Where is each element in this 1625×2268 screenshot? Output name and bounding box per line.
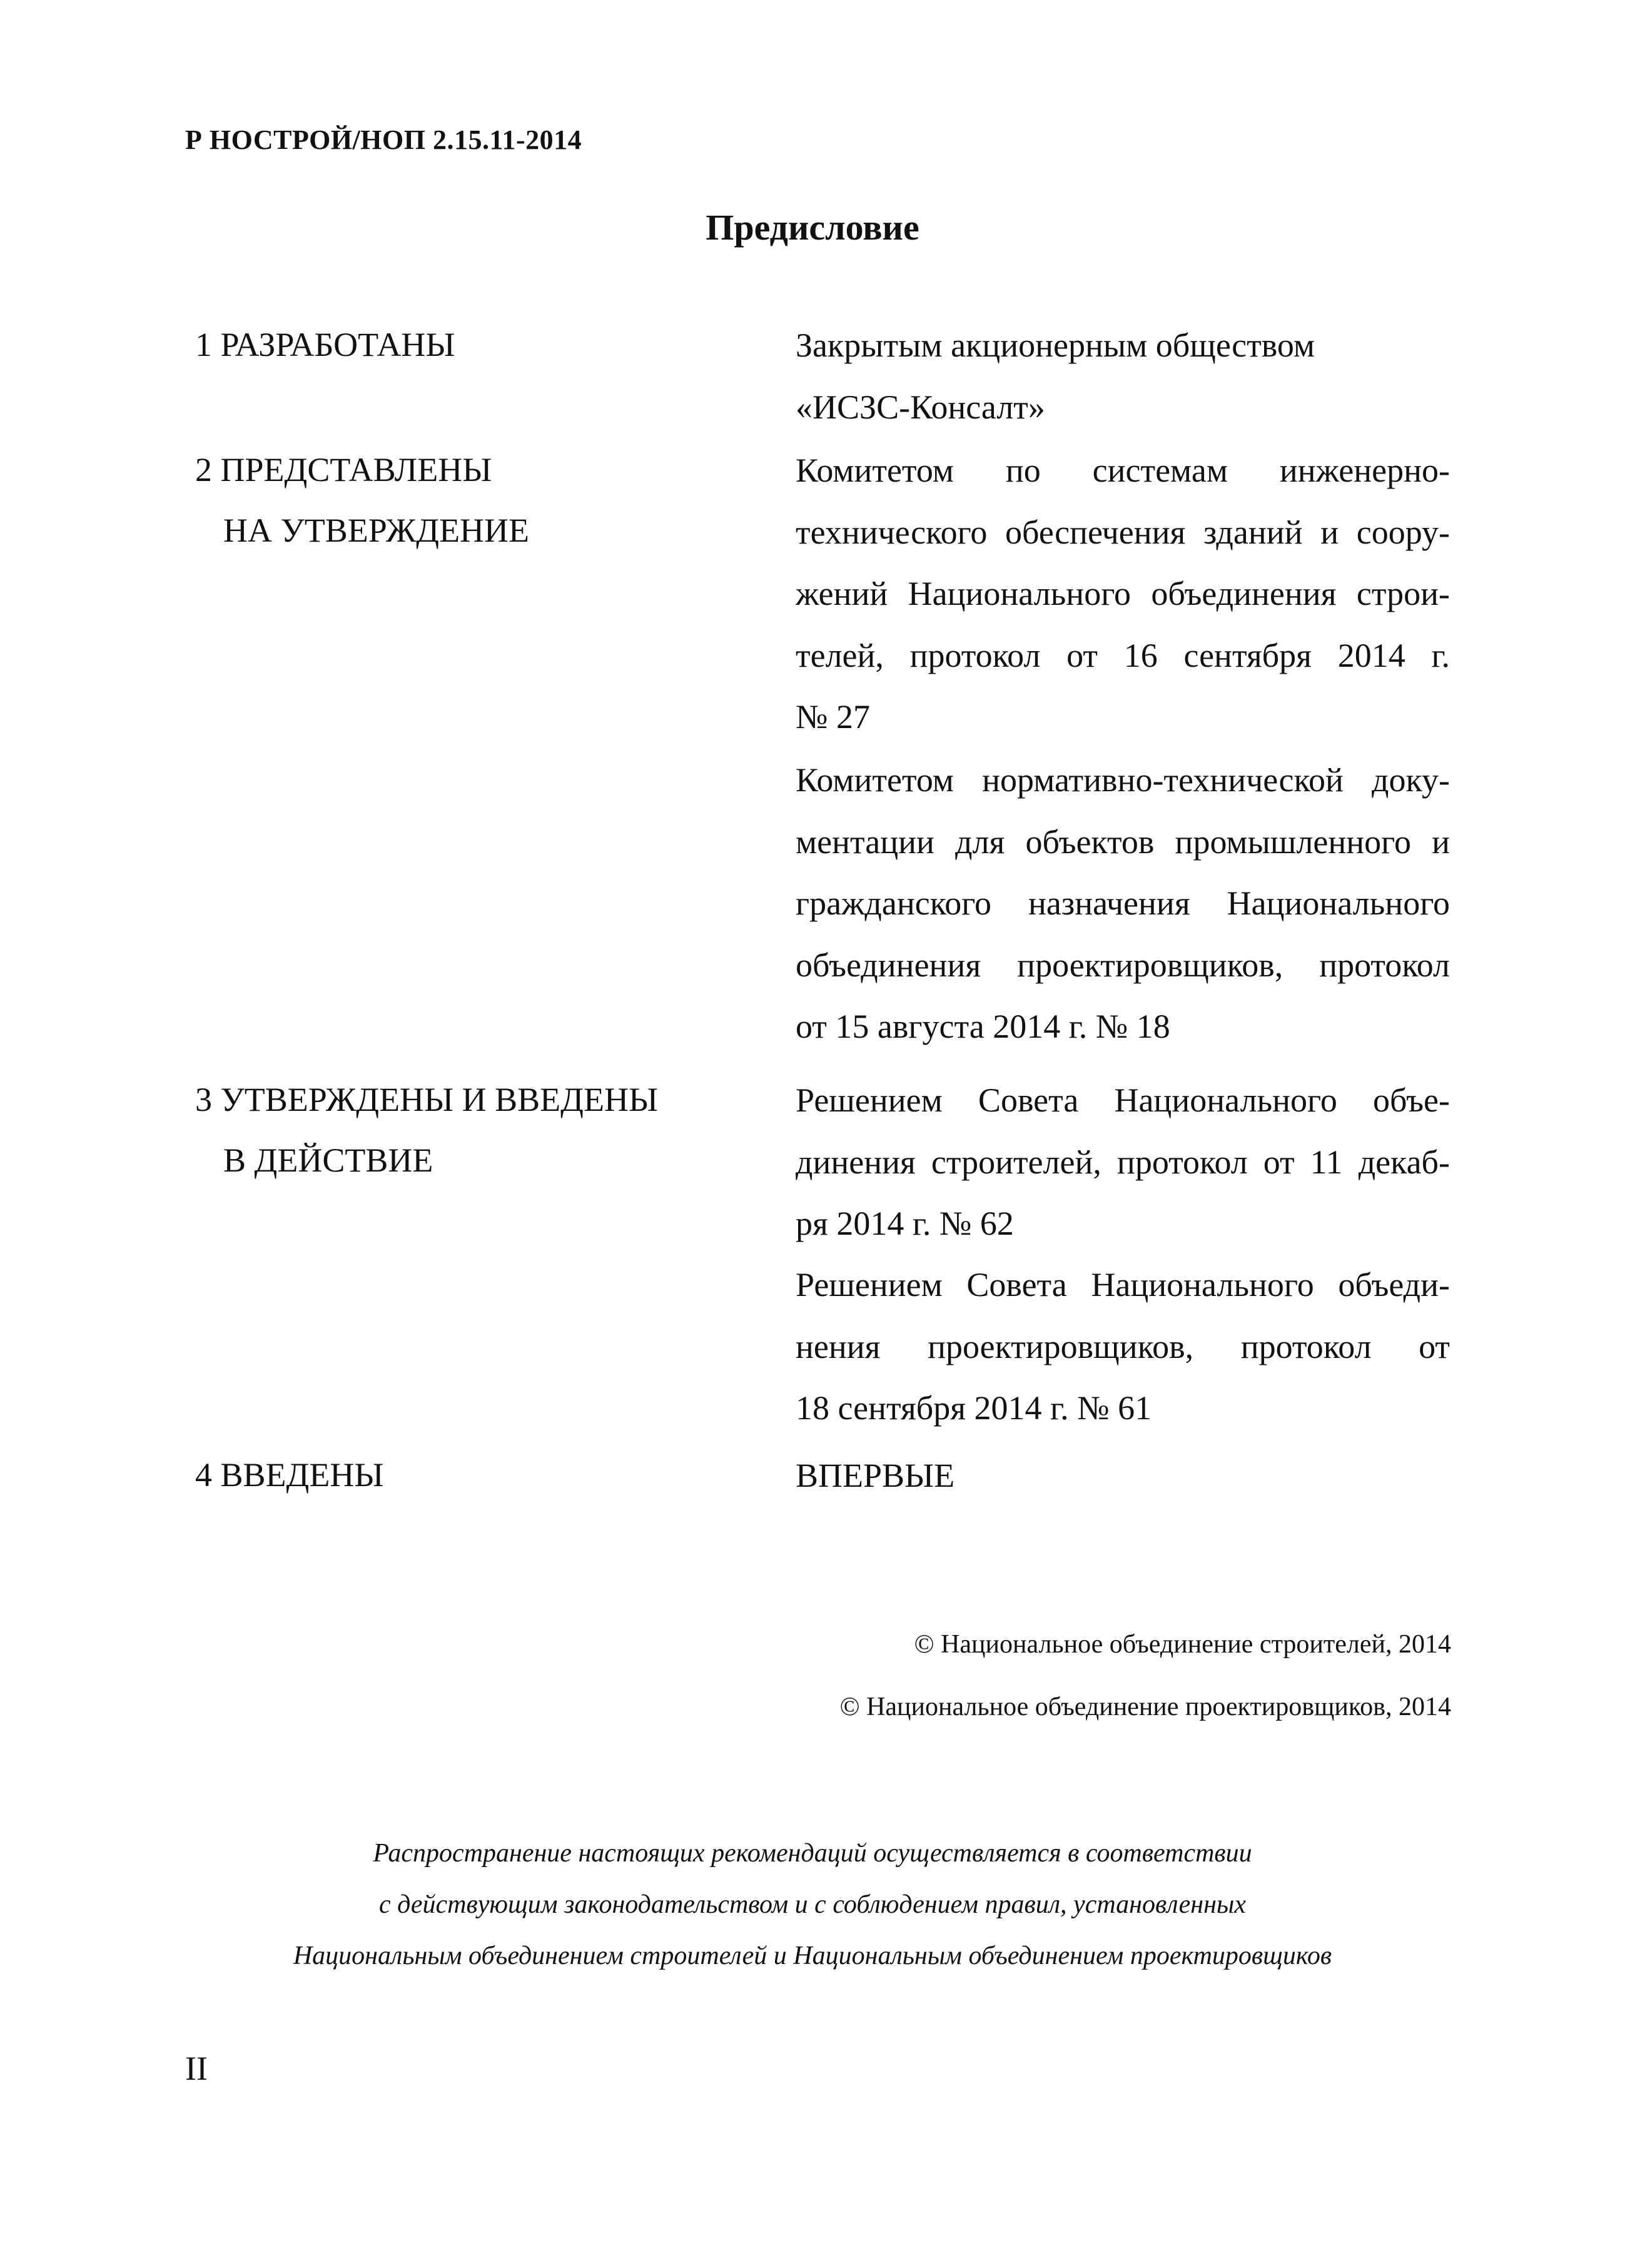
item-2-value-2-line-1: Комитетом нормативно-технической доку- — [796, 761, 1450, 799]
item-3-value-2-line-2: нения проектировщиков, протокол от — [796, 1327, 1450, 1365]
item-3-label-line-1: 3 УТВЕРЖДЕНЫ И ВВЕДЕНЫ — [195, 1081, 659, 1118]
item-2-value-1-line-3: жений Национального объединения строи- — [796, 575, 1450, 612]
item-3-value-1-line-3: ря 2014 г. № 62 — [796, 1205, 1014, 1242]
item-2-value-2-line-3: гражданского назначения Национального — [796, 884, 1450, 922]
item-3-value-1 — [796, 1070, 1450, 1255]
distribution-notice — [0, 1828, 1625, 1982]
notice-line-3: Национальным объединением строителей и Национальным объединением проектировщиков — [293, 1941, 1332, 1970]
item-4-label — [195, 1445, 383, 1506]
item-2-value-2-line-2: ментации для объектов промышленного и — [796, 823, 1450, 861]
item-2-label — [195, 440, 529, 561]
item-3-value-1-line-1: Решением Совета Национального объе- — [796, 1081, 1450, 1119]
page-title: Предисловие — [706, 207, 919, 248]
item-2-value-2 — [796, 749, 1450, 1058]
item-4-value-line-1: ВПЕРВЫЕ — [796, 1457, 955, 1494]
item-1-value-1-line-2: «ИСЗС-Консалт» — [796, 388, 1045, 426]
item-2-value-1-line-5: № 27 — [796, 698, 871, 736]
item-1-value — [796, 315, 1450, 438]
item-2-value-2-line-5: от 15 августа 2014 г. № 18 — [796, 1008, 1170, 1045]
item-2-label-line-2: НА УТВЕРЖДЕНИЕ — [223, 512, 530, 549]
item-3-value-2-line-1: Решением Совета Национального объеди- — [796, 1266, 1450, 1304]
copyright-designers: © Национальное объединение проектировщиков, 2014 — [839, 1693, 1451, 1721]
item-1-label-line-1: 1 РАЗРАБОТАНЫ — [195, 326, 455, 363]
copyright-builders: © Национальное объединение строителей, 2014 — [914, 1630, 1451, 1659]
item-3-value-2-line-3: 18 сентября 2014 г. № 61 — [796, 1389, 1152, 1427]
item-3-label-line-2: В ДЕЙСТВИЕ — [223, 1142, 433, 1179]
item-2-value-1 — [796, 440, 1450, 748]
item-2-value-1-line-1: Комитетом по системам инженерно- — [796, 452, 1450, 489]
item-3-value-1-line-2: динения строителей, протокол от 11 декаб- — [796, 1143, 1450, 1181]
item-1-label — [195, 315, 455, 375]
item-2-value-1-line-4: телей, протокол от 16 сентября 2014 г. — [796, 636, 1450, 674]
notice-line-2: с действующим законодательством и с соблюдением правил, установленных — [379, 1890, 1246, 1919]
item-2-value-2-line-4: объединения проектировщиков, протокол — [796, 946, 1450, 984]
page-number: II — [185, 2050, 208, 2087]
document-code: Р НОСТРОЙ/НОП 2.15.11-2014 — [185, 124, 582, 155]
item-3-value-2 — [796, 1254, 1450, 1439]
notice-line-1: Распространение настоящих рекомендаций осуществляется в соответствии — [373, 1839, 1252, 1868]
item-4-label-line-1: 4 ВВЕДЕНЫ — [195, 1456, 384, 1494]
item-2-label-line-1: 2 ПРЕДСТАВЛЕНЫ — [195, 451, 492, 489]
item-1-value-1-line-1: Закрытым акционерным обществом — [796, 327, 1315, 364]
item-2-value-1-line-2: технического обеспечения зданий и соору- — [796, 513, 1450, 551]
item-4-value — [796, 1445, 1450, 1507]
item-3-label — [195, 1070, 658, 1191]
